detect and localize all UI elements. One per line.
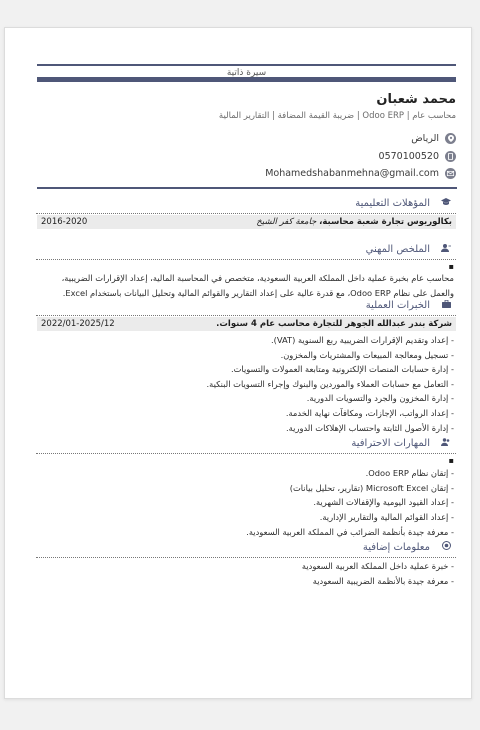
section-divider: [36, 259, 456, 260]
phone-text[interactable]: 0570100520: [378, 150, 439, 162]
header-bar: [37, 64, 456, 82]
list-item: - إعداد الرواتب، الإجازات، ومكافآت نهاية الخدمة.: [37, 406, 454, 421]
list-item: - إدارة المخزون والجرد والتسويات الدورية.: [37, 391, 454, 406]
contact-location: [37, 131, 456, 146]
user-icon: [440, 244, 452, 255]
candidate-name: محمد شعبان: [376, 92, 456, 107]
contact-phone: [37, 149, 456, 164]
list-item: - إدارة حسابات المنصات الإلكترونية ومتابعة العمولات والتسويات.: [37, 362, 454, 377]
summary-text: محاسب عام بخبرة عملية داخل المملكة العربية السعودية، متخصص في المحاسبة المالية، إعداد الإقرارات الضريبية، والعمل على نظام Odoo ERP، مع قدرة عالية على إعداد التقارير والقوائم المالية وتحليل البيانات باستخدام Excel.: [61, 273, 454, 298]
info-circle-icon: [440, 541, 452, 553]
extra-list: [37, 559, 456, 588]
briefcase-icon: [440, 300, 452, 311]
resume-page: [4, 27, 472, 699]
experience-duties: [37, 333, 456, 435]
list-item: - تسجيل ومعالجة المبيعات والمشتريات والمخزون.: [37, 348, 454, 363]
candidate-title: محاسب عام | Odoo ERP | ضريبة القيمة المضافة | التقارير المالية: [218, 111, 456, 121]
contact-email: [37, 166, 456, 181]
resume-content: [37, 64, 456, 588]
phone-icon: [445, 151, 456, 162]
skills-list: [37, 466, 456, 539]
header-label: سيرة ذاتية: [226, 68, 267, 78]
location-pin-icon: [445, 133, 456, 144]
people-icon: [440, 438, 452, 449]
experience-company: شركة بندر عبدالله الجوهر للتجارة محاسب عام 4 سنوات.: [216, 319, 452, 329]
list-item: - معرفة جيدة بالأنظمة الضريبية السعودية: [37, 574, 454, 589]
experience-entry: [37, 317, 456, 331]
graduation-cap-icon: [440, 198, 452, 209]
list-item: - إعداد القيود اليومية والإقفالات الشهرية.: [37, 495, 454, 510]
section-divider: [36, 315, 456, 316]
summary-bullet: ▪: [448, 262, 454, 271]
list-item: - إدارة الأصول الثابتة واحتساب الإهلاكات الدورية.: [37, 421, 454, 436]
section-summary: [37, 241, 456, 257]
email-icon: [445, 168, 456, 179]
section-divider: [36, 213, 456, 214]
education-school: جامعة كفر الشيخ: [256, 217, 320, 227]
education-degree: بكالوريوس تجارة شعبة محاسبة،: [319, 217, 452, 227]
list-item: - إتقان Microsoft Excel (تقارير، تحليل بيانات): [37, 481, 454, 496]
section-skills: [37, 435, 456, 451]
main-divider: [37, 187, 457, 189]
education-heading: المؤهلات التعليمية: [355, 197, 430, 209]
experience-heading: الخبرات العملية: [365, 299, 430, 311]
location-text: الرياض: [411, 133, 439, 144]
contact-list: [37, 131, 456, 181]
list-item: - إتقان نظام Odoo ERP.: [37, 466, 454, 481]
extra-heading: معلومات إضافية: [362, 541, 430, 553]
experience-period: 2022/01-2025/12: [41, 319, 115, 329]
list-item: - خبرة عملية داخل المملكة العربية السعودية: [37, 559, 454, 574]
list-item: - التعامل مع حسابات العملاء والموردين والبنوك وإجراء التسويات البنكية.: [37, 377, 454, 392]
section-divider: [36, 557, 456, 558]
list-item: - إعداد وتقديم الإقرارات الضريبية ربع السنوية (VAT).: [37, 333, 454, 348]
summary-heading: الملخص المهني: [365, 243, 430, 255]
list-item: - إعداد القوائم المالية والتقارير الإدارية.: [37, 510, 454, 525]
education-years: 2016-2020: [41, 217, 88, 227]
section-divider: [36, 453, 456, 454]
skills-heading: المهارات الاحترافية: [351, 437, 430, 449]
skills-bullet: ▪: [448, 456, 454, 466]
email-link[interactable]: Mohamedshabanmehna@gmail.com: [265, 168, 439, 179]
education-entry: [37, 215, 456, 229]
section-education: [37, 195, 456, 211]
section-extra: [37, 539, 456, 555]
list-item: - معرفة جيدة بأنظمة الضرائب في المملكة العربية السعودية.: [37, 525, 454, 540]
